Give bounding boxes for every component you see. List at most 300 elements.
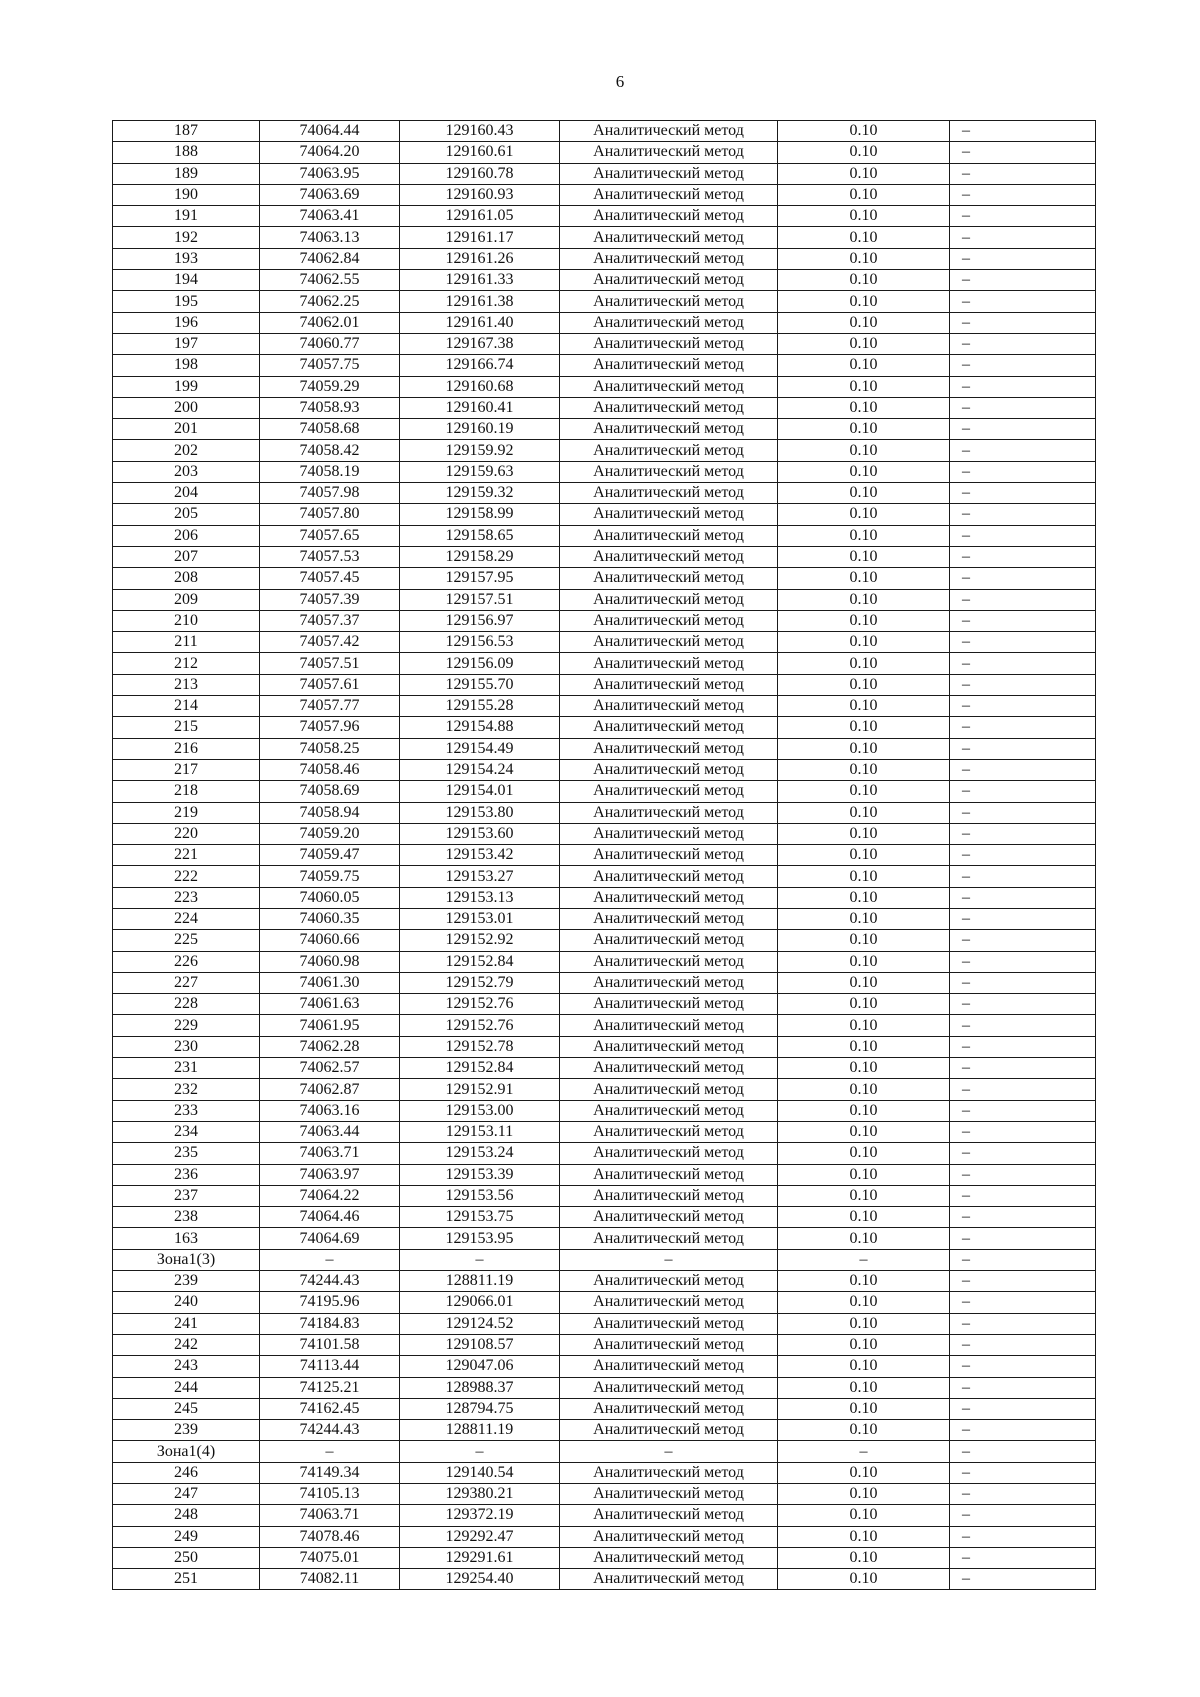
x-coordinate-cell: 74149.34 (260, 1462, 400, 1483)
accuracy-cell: 0.10 (778, 142, 950, 163)
x-coordinate-cell: 74063.16 (260, 1100, 400, 1121)
x-coordinate-cell: 74059.20 (260, 823, 400, 844)
point-number-cell: 248 (113, 1505, 260, 1526)
method-cell: Аналитический метод (560, 1292, 778, 1313)
point-number-cell: 242 (113, 1334, 260, 1355)
y-coordinate-cell: 129155.28 (400, 696, 560, 717)
note-cell: – (950, 1292, 1096, 1313)
table-row (113, 1526, 1096, 1547)
method-cell: Аналитический метод (560, 546, 778, 567)
note-cell: – (950, 1462, 1096, 1483)
method-cell: Аналитический метод (560, 1079, 778, 1100)
note-cell: – (950, 1185, 1096, 1206)
point-number-cell: 214 (113, 696, 260, 717)
point-number-cell: 249 (113, 1526, 260, 1547)
accuracy-cell: 0.10 (778, 419, 950, 440)
method-cell: Аналитический метод (560, 568, 778, 589)
note-cell: – (950, 887, 1096, 908)
y-coordinate-cell: 129161.17 (400, 227, 560, 248)
note-cell: – (950, 1058, 1096, 1079)
x-coordinate-cell: 74063.71 (260, 1505, 400, 1526)
method-cell: Аналитический метод (560, 1505, 778, 1526)
y-coordinate-cell: 129153.80 (400, 802, 560, 823)
accuracy-cell: 0.10 (778, 312, 950, 333)
y-coordinate-cell: 129152.92 (400, 930, 560, 951)
accuracy-cell: 0.10 (778, 333, 950, 354)
y-coordinate-cell: 129152.79 (400, 972, 560, 993)
note-cell: – (950, 312, 1096, 333)
note-cell: – (950, 291, 1096, 312)
note-cell: – (950, 1207, 1096, 1228)
accuracy-cell: 0.10 (778, 696, 950, 717)
accuracy-cell: 0.10 (778, 440, 950, 461)
point-number-cell: 234 (113, 1121, 260, 1142)
x-coordinate-cell: 74058.68 (260, 419, 400, 440)
method-cell: Аналитический метод (560, 270, 778, 291)
method-cell: Аналитический метод (560, 610, 778, 631)
x-coordinate-cell: 74057.98 (260, 483, 400, 504)
x-coordinate-cell: 74064.69 (260, 1228, 400, 1249)
y-coordinate-cell: 129380.21 (400, 1484, 560, 1505)
accuracy-cell: 0.10 (778, 1313, 950, 1334)
y-coordinate-cell: 129047.06 (400, 1356, 560, 1377)
note-cell: – (950, 1526, 1096, 1547)
note-cell: – (950, 908, 1096, 929)
y-coordinate-cell: 129140.54 (400, 1462, 560, 1483)
note-cell: – (950, 440, 1096, 461)
point-number-cell: 188 (113, 142, 260, 163)
accuracy-cell: 0.10 (778, 759, 950, 780)
method-cell: Аналитический метод (560, 184, 778, 205)
y-coordinate-cell: 129153.42 (400, 845, 560, 866)
point-number-cell: 250 (113, 1547, 260, 1568)
note-cell: – (950, 1121, 1096, 1142)
table-row (113, 1313, 1096, 1334)
accuracy-cell: 0.10 (778, 461, 950, 482)
method-cell: – (560, 1249, 778, 1270)
y-coordinate-cell: 129160.68 (400, 376, 560, 397)
accuracy-cell: 0.10 (778, 1207, 950, 1228)
method-cell: Аналитический метод (560, 504, 778, 525)
y-coordinate-cell: 129158.99 (400, 504, 560, 525)
table-row (113, 696, 1096, 717)
accuracy-cell: 0.10 (778, 823, 950, 844)
accuracy-cell: 0.10 (778, 121, 950, 142)
point-number-cell: 241 (113, 1313, 260, 1334)
table-row (113, 291, 1096, 312)
method-cell: – (560, 1441, 778, 1462)
point-number-cell: 233 (113, 1100, 260, 1121)
method-cell: Аналитический метод (560, 312, 778, 333)
y-coordinate-cell: 129153.95 (400, 1228, 560, 1249)
x-coordinate-cell: 74063.97 (260, 1164, 400, 1185)
table-row (113, 1292, 1096, 1313)
y-coordinate-cell: 129155.70 (400, 674, 560, 695)
y-coordinate-cell: 129153.56 (400, 1185, 560, 1206)
table-row (113, 504, 1096, 525)
note-cell: – (950, 184, 1096, 205)
method-cell: Аналитический метод (560, 1377, 778, 1398)
point-number-cell: 225 (113, 930, 260, 951)
note-cell: – (950, 206, 1096, 227)
accuracy-cell: 0.10 (778, 781, 950, 802)
point-number-cell: 208 (113, 568, 260, 589)
point-number-cell: 204 (113, 483, 260, 504)
note-cell: – (950, 1377, 1096, 1398)
accuracy-cell: 0.10 (778, 525, 950, 546)
note-cell: – (950, 355, 1096, 376)
x-coordinate-cell: 74062.87 (260, 1079, 400, 1100)
point-number-cell: 226 (113, 951, 260, 972)
point-number-cell: 197 (113, 333, 260, 354)
x-coordinate-cell: 74061.95 (260, 1015, 400, 1036)
note-cell: – (950, 1420, 1096, 1441)
x-coordinate-cell: 74057.53 (260, 546, 400, 567)
table-row (113, 759, 1096, 780)
note-cell: – (950, 994, 1096, 1015)
zone-header-row (113, 1441, 1096, 1462)
accuracy-cell: 0.10 (778, 994, 950, 1015)
method-cell: Аналитический метод (560, 972, 778, 993)
method-cell: Аналитический метод (560, 994, 778, 1015)
note-cell: – (950, 1313, 1096, 1334)
table-row (113, 270, 1096, 291)
table-row (113, 1228, 1096, 1249)
accuracy-cell: 0.10 (778, 1505, 950, 1526)
x-coordinate-cell: 74060.98 (260, 951, 400, 972)
x-coordinate-cell: 74061.30 (260, 972, 400, 993)
note-cell: – (950, 1398, 1096, 1419)
table-row (113, 717, 1096, 738)
table-row (113, 163, 1096, 184)
y-coordinate-cell: 129108.57 (400, 1334, 560, 1355)
y-coordinate-cell: 129161.38 (400, 291, 560, 312)
point-number-cell: 203 (113, 461, 260, 482)
note-cell: – (950, 121, 1096, 142)
x-coordinate-cell: 74063.95 (260, 163, 400, 184)
y-coordinate-cell: 129161.33 (400, 270, 560, 291)
table-row (113, 227, 1096, 248)
y-coordinate-cell: 129160.93 (400, 184, 560, 205)
y-coordinate-cell: 128988.37 (400, 1377, 560, 1398)
x-coordinate-cell: 74057.80 (260, 504, 400, 525)
method-cell: Аналитический метод (560, 1547, 778, 1568)
point-number-cell: 236 (113, 1164, 260, 1185)
table-row (113, 866, 1096, 887)
accuracy-cell: 0.10 (778, 376, 950, 397)
table-row (113, 546, 1096, 567)
point-number-cell: 194 (113, 270, 260, 291)
y-coordinate-cell: 129152.91 (400, 1079, 560, 1100)
accuracy-cell: 0.10 (778, 653, 950, 674)
x-coordinate-cell: 74058.46 (260, 759, 400, 780)
point-number-cell: 216 (113, 738, 260, 759)
point-number-cell: 212 (113, 653, 260, 674)
y-coordinate-cell: 128811.19 (400, 1420, 560, 1441)
point-number-cell: 191 (113, 206, 260, 227)
note-cell: – (950, 1334, 1096, 1355)
method-cell: Аналитический метод (560, 589, 778, 610)
note-cell: – (950, 270, 1096, 291)
y-coordinate-cell: 129372.19 (400, 1505, 560, 1526)
table-row (113, 1484, 1096, 1505)
table-row (113, 1271, 1096, 1292)
x-coordinate-cell: – (260, 1441, 400, 1462)
x-coordinate-cell: 74059.29 (260, 376, 400, 397)
method-cell: Аналитический метод (560, 908, 778, 929)
table-row (113, 610, 1096, 631)
note-cell: – (950, 1079, 1096, 1100)
point-number-cell: 210 (113, 610, 260, 631)
accuracy-cell: 0.10 (778, 291, 950, 312)
x-coordinate-cell: 74057.61 (260, 674, 400, 695)
method-cell: Аналитический метод (560, 121, 778, 142)
point-number-cell: 201 (113, 419, 260, 440)
accuracy-cell: 0.10 (778, 802, 950, 823)
x-coordinate-cell: 74059.47 (260, 845, 400, 866)
method-cell: Аналитический метод (560, 1121, 778, 1142)
y-coordinate-cell: 129161.40 (400, 312, 560, 333)
method-cell: Аналитический метод (560, 1356, 778, 1377)
table-row (113, 440, 1096, 461)
point-number-cell: 243 (113, 1356, 260, 1377)
point-number-cell: 223 (113, 887, 260, 908)
accuracy-cell: 0.10 (778, 1462, 950, 1483)
y-coordinate-cell: 129292.47 (400, 1526, 560, 1547)
method-cell: Аналитический метод (560, 930, 778, 951)
note-cell: – (950, 717, 1096, 738)
accuracy-cell: 0.10 (778, 1271, 950, 1292)
y-coordinate-cell: 128794.75 (400, 1398, 560, 1419)
accuracy-cell: 0.10 (778, 1526, 950, 1547)
accuracy-cell: 0.10 (778, 568, 950, 589)
table-row (113, 1079, 1096, 1100)
method-cell: Аналитический метод (560, 525, 778, 546)
point-number-cell: 209 (113, 589, 260, 610)
method-cell: Аналитический метод (560, 632, 778, 653)
point-number-cell: 227 (113, 972, 260, 993)
note-cell: – (950, 845, 1096, 866)
point-number-cell: 218 (113, 781, 260, 802)
note-cell: – (950, 823, 1096, 844)
x-coordinate-cell: 74064.22 (260, 1185, 400, 1206)
table-row (113, 333, 1096, 354)
point-number-cell: 213 (113, 674, 260, 695)
method-cell: Аналитический метод (560, 1569, 778, 1590)
y-coordinate-cell: 129160.19 (400, 419, 560, 440)
point-number-cell: 247 (113, 1484, 260, 1505)
accuracy-cell: 0.10 (778, 1058, 950, 1079)
table-row (113, 483, 1096, 504)
accuracy-cell: 0.10 (778, 908, 950, 929)
x-coordinate-cell: 74184.83 (260, 1313, 400, 1334)
x-coordinate-cell: 74057.65 (260, 525, 400, 546)
method-cell: Аналитический метод (560, 1207, 778, 1228)
accuracy-cell: 0.10 (778, 845, 950, 866)
y-coordinate-cell: – (400, 1249, 560, 1270)
note-cell: – (950, 1547, 1096, 1568)
x-coordinate-cell: 74244.43 (260, 1271, 400, 1292)
note-cell: – (950, 461, 1096, 482)
point-number-cell: Зона1(4) (113, 1441, 260, 1462)
accuracy-cell: 0.10 (778, 972, 950, 993)
note-cell: – (950, 972, 1096, 993)
accuracy-cell: 0.10 (778, 1547, 950, 1568)
y-coordinate-cell: 129160.61 (400, 142, 560, 163)
point-number-cell: 190 (113, 184, 260, 205)
point-number-cell: 220 (113, 823, 260, 844)
accuracy-cell: 0.10 (778, 632, 950, 653)
y-coordinate-cell: 129254.40 (400, 1569, 560, 1590)
note-cell: – (950, 781, 1096, 802)
note-cell: – (950, 525, 1096, 546)
method-cell: Аналитический метод (560, 866, 778, 887)
note-cell: – (950, 589, 1096, 610)
point-number-cell: 231 (113, 1058, 260, 1079)
y-coordinate-cell: 129159.92 (400, 440, 560, 461)
x-coordinate-cell: 74063.71 (260, 1143, 400, 1164)
method-cell: Аналитический метод (560, 1185, 778, 1206)
table-row (113, 1569, 1096, 1590)
accuracy-cell: 0.10 (778, 1143, 950, 1164)
accuracy-cell: 0.10 (778, 887, 950, 908)
accuracy-cell: 0.10 (778, 1079, 950, 1100)
table-row (113, 653, 1096, 674)
note-cell: – (950, 1356, 1096, 1377)
point-number-cell: 228 (113, 994, 260, 1015)
table-row (113, 461, 1096, 482)
accuracy-cell: 0.10 (778, 717, 950, 738)
note-cell: – (950, 163, 1096, 184)
point-number-cell: 193 (113, 248, 260, 269)
x-coordinate-cell: 74063.41 (260, 206, 400, 227)
point-number-cell: 251 (113, 1569, 260, 1590)
table-row (113, 1420, 1096, 1441)
note-cell: – (950, 930, 1096, 951)
point-number-cell: 244 (113, 1377, 260, 1398)
x-coordinate-cell: 74062.57 (260, 1058, 400, 1079)
table-row (113, 823, 1096, 844)
point-number-cell: 245 (113, 1398, 260, 1419)
y-coordinate-cell: 128811.19 (400, 1271, 560, 1292)
point-number-cell: 235 (113, 1143, 260, 1164)
x-coordinate-cell: 74105.13 (260, 1484, 400, 1505)
coordinates-table (112, 120, 1096, 1590)
y-coordinate-cell: 129152.84 (400, 951, 560, 972)
method-cell: Аналитический метод (560, 163, 778, 184)
table-row (113, 845, 1096, 866)
y-coordinate-cell: 129166.74 (400, 355, 560, 376)
method-cell: Аналитический метод (560, 738, 778, 759)
y-coordinate-cell: 129160.43 (400, 121, 560, 142)
y-coordinate-cell: – (400, 1441, 560, 1462)
note-cell: – (950, 802, 1096, 823)
accuracy-cell: 0.10 (778, 1334, 950, 1355)
y-coordinate-cell: 129160.41 (400, 397, 560, 418)
point-number-cell: 238 (113, 1207, 260, 1228)
table-row (113, 802, 1096, 823)
accuracy-cell: 0.10 (778, 674, 950, 695)
method-cell: Аналитический метод (560, 397, 778, 418)
x-coordinate-cell: 74063.13 (260, 227, 400, 248)
note-cell: – (950, 1505, 1096, 1526)
table-row (113, 1164, 1096, 1185)
table-row (113, 1100, 1096, 1121)
accuracy-cell: 0.10 (778, 1569, 950, 1590)
x-coordinate-cell: 74059.75 (260, 866, 400, 887)
method-cell: Аналитический метод (560, 1484, 778, 1505)
accuracy-cell: 0.10 (778, 951, 950, 972)
method-cell: Аналитический метод (560, 248, 778, 269)
x-coordinate-cell: 74162.45 (260, 1398, 400, 1419)
zone-header-row (113, 1249, 1096, 1270)
y-coordinate-cell: 129161.26 (400, 248, 560, 269)
method-cell: Аналитический метод (560, 376, 778, 397)
note-cell: – (950, 1015, 1096, 1036)
note-cell: – (950, 610, 1096, 631)
method-cell: Аналитический метод (560, 951, 778, 972)
x-coordinate-cell: 74058.42 (260, 440, 400, 461)
table-row (113, 312, 1096, 333)
x-coordinate-cell: 74057.77 (260, 696, 400, 717)
table-row (113, 419, 1096, 440)
x-coordinate-cell: 74062.84 (260, 248, 400, 269)
table-row (113, 184, 1096, 205)
point-number-cell: 199 (113, 376, 260, 397)
accuracy-cell: 0.10 (778, 184, 950, 205)
note-cell: – (950, 1271, 1096, 1292)
x-coordinate-cell: – (260, 1249, 400, 1270)
y-coordinate-cell: 129156.97 (400, 610, 560, 631)
x-coordinate-cell: 74064.20 (260, 142, 400, 163)
method-cell: Аналитический метод (560, 1058, 778, 1079)
point-number-cell: 195 (113, 291, 260, 312)
table-row (113, 738, 1096, 759)
note-cell: – (950, 1036, 1096, 1057)
accuracy-cell: 0.10 (778, 1036, 950, 1057)
note-cell: – (950, 419, 1096, 440)
x-coordinate-cell: 74058.94 (260, 802, 400, 823)
accuracy-cell: 0.10 (778, 1228, 950, 1249)
y-coordinate-cell: 129154.24 (400, 759, 560, 780)
y-coordinate-cell: 129154.01 (400, 781, 560, 802)
method-cell: Аналитический метод (560, 1164, 778, 1185)
method-cell: Аналитический метод (560, 1420, 778, 1441)
note-cell: – (950, 866, 1096, 887)
accuracy-cell: – (778, 1441, 950, 1462)
accuracy-cell: 0.10 (778, 1398, 950, 1419)
accuracy-cell: – (778, 1249, 950, 1270)
table-row (113, 1015, 1096, 1036)
method-cell: Аналитический метод (560, 845, 778, 866)
accuracy-cell: 0.10 (778, 1292, 950, 1313)
table-row (113, 908, 1096, 929)
y-coordinate-cell: 129153.39 (400, 1164, 560, 1185)
x-coordinate-cell: 74125.21 (260, 1377, 400, 1398)
point-number-cell: 221 (113, 845, 260, 866)
point-number-cell: 187 (113, 121, 260, 142)
note-cell: – (950, 568, 1096, 589)
table-row (113, 525, 1096, 546)
method-cell: Аналитический метод (560, 781, 778, 802)
accuracy-cell: 0.10 (778, 270, 950, 291)
y-coordinate-cell: 129161.05 (400, 206, 560, 227)
x-coordinate-cell: 74060.77 (260, 333, 400, 354)
point-number-cell: 239 (113, 1420, 260, 1441)
note-cell: – (950, 227, 1096, 248)
point-number-cell: 207 (113, 546, 260, 567)
y-coordinate-cell: 129152.76 (400, 994, 560, 1015)
